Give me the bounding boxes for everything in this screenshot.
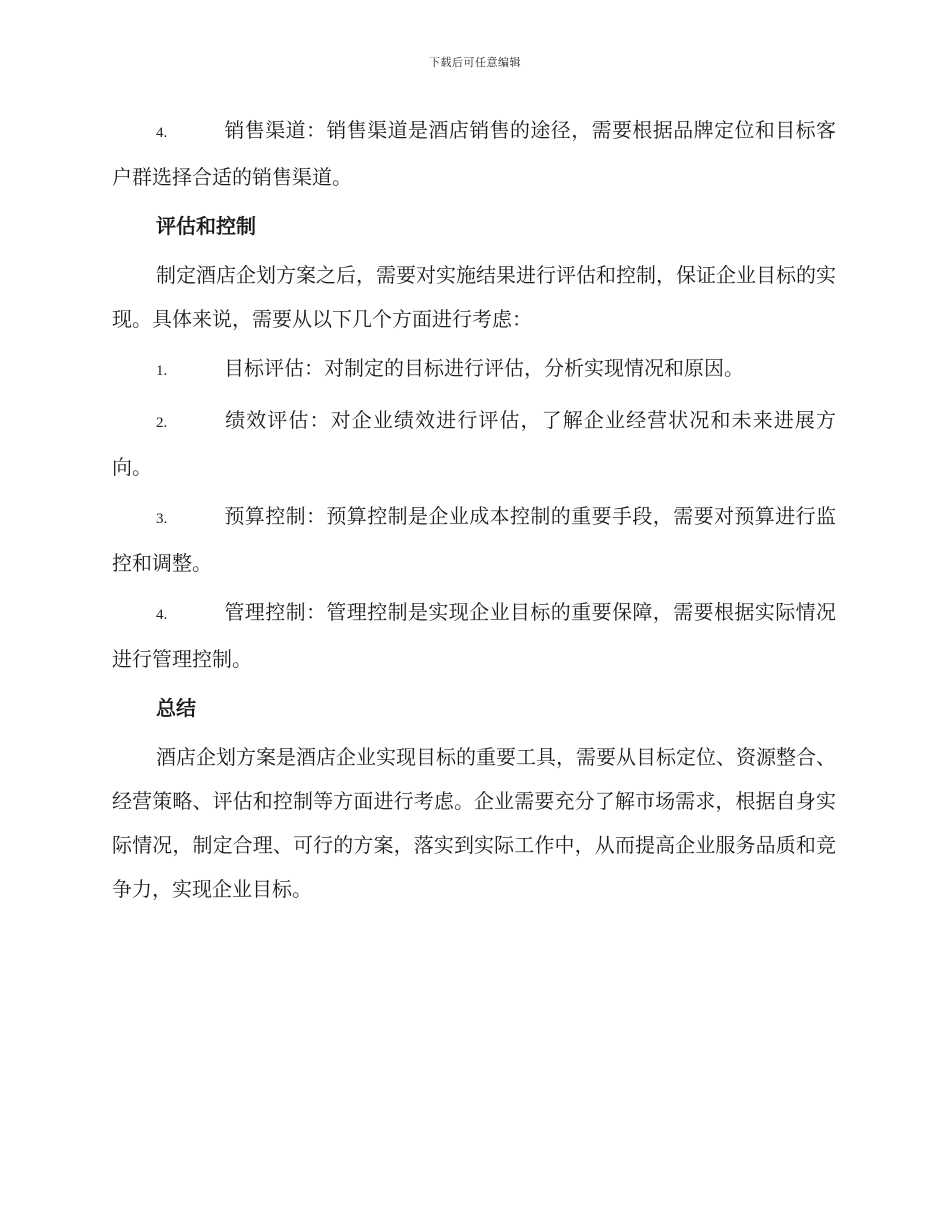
list-item-number: 3. [156,511,168,527]
list-item-number: 1. [156,363,168,379]
list-item-number: 4. [156,125,168,141]
section-heading-summary: 总结 [156,696,196,720]
list-item-budget-control [112,494,836,585]
list-item-text: 预算控制：预算控制是企业成本控制的重要手段，需要对预算进行监控和调整。 [112,504,836,575]
list-item-performance-evaluation [112,398,836,489]
list-item-target-evaluation [112,346,836,393]
paragraph-evaluation-intro: 制定酒店企划方案之后，需要对实施结果进行评估和控制，保证企业目标的实现。具体来说，需要从以下几个方面进行考虑： [112,263,836,331]
document-body [112,108,836,916]
page-header: 下载后可任意编辑 [429,56,521,69]
paragraph-summary: 酒店企划方案是酒店企业实现目标的重要工具，需要从目标定位、资源整合、经营策略、评估和控制等方面进行考虑。企业需要充分了解市场需求，根据自身实际情况，制定合理、可行的方案，落实到实际工作中，从而提高企业服务品质和竞争力，实现企业目标。 [112,745,836,901]
list-item-text: 目标评估：对制定的目标进行评估，分析实现情况和原因。 [224,356,744,380]
list-item-text: 销售渠道：销售渠道是酒店销售的途径，需要根据品牌定位和目标客户群选择合适的销售渠道。 [112,118,836,189]
list-item-text: 管理控制：管理控制是实现企业目标的重要保障，需要根据实际情况进行管理控制。 [112,600,836,671]
list-item-sales-channels [112,108,836,199]
list-item-number: 2. [156,415,168,431]
list-item-management-control [112,590,836,681]
list-item-number: 4. [156,607,168,623]
section-heading-evaluation: 评估和控制 [156,214,256,238]
list-item-text: 绩效评估：对企业绩效进行评估，了解企业经营状况和未来进展方向。 [112,408,836,479]
